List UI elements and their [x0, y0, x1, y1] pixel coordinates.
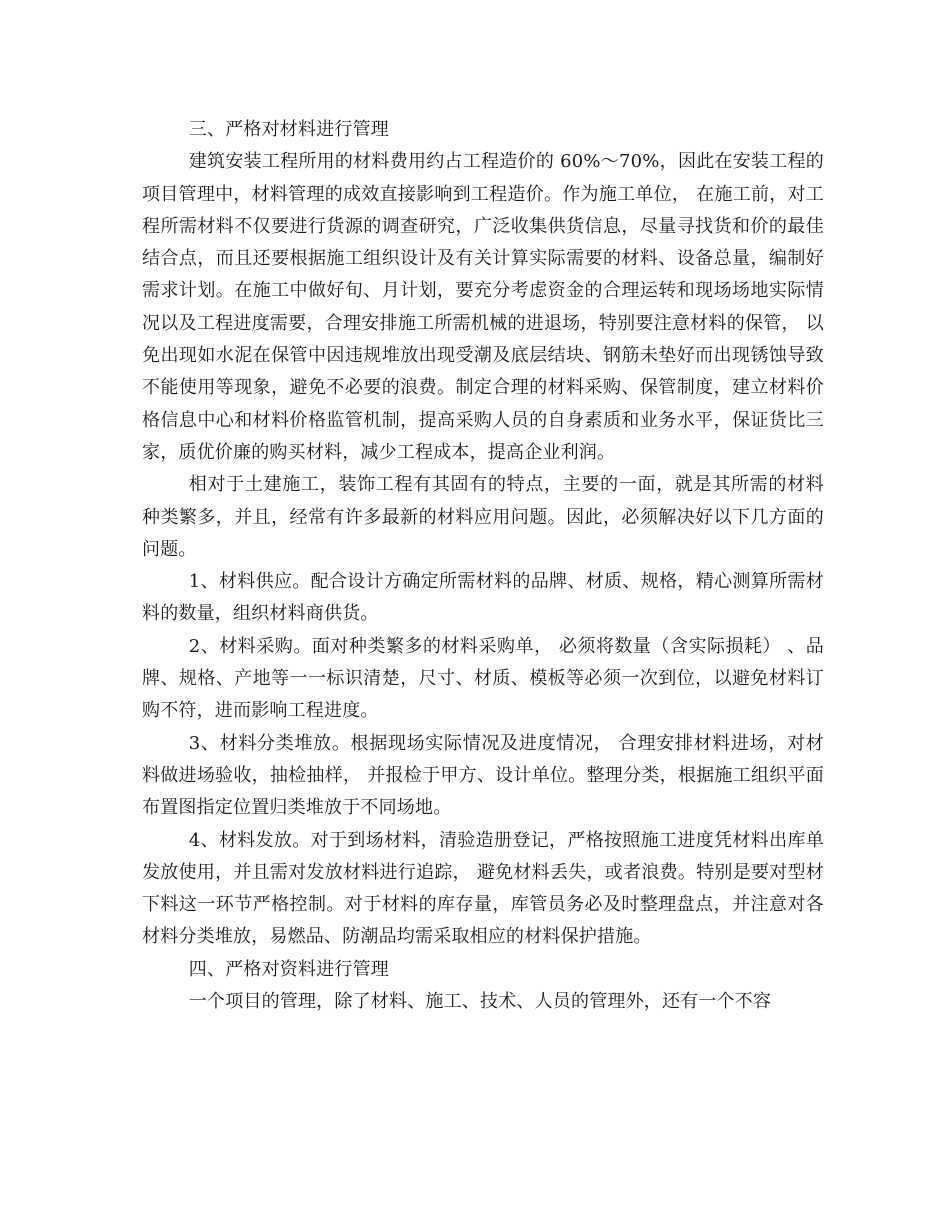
list-item-material-purchase: 2、材料采购。面对种类繁多的材料采购单， 必须将数量（含实际损耗） 、品牌、规格、产地等一一标识清楚，尺寸、材质、模板等必须一次到位，以避免材料订购不符，进而影响工程进度。 — [142, 635, 824, 722]
paragraph-project-management: 一个项目的管理，除了材料、施工、技术、人员的管理外，还有一个不容 — [188, 991, 772, 1013]
paragraph-decoration-features: 相对于土建施工，装饰工程有其固有的特点，主要的一面，就是其所需的材料种类繁多，并且，经常有许多最新的材料应用问题。因此，必须解决好以下几方面的问题。 — [142, 474, 824, 560]
section-heading-materials: 三、严格对材料进行管理 — [188, 119, 389, 140]
paragraph-material-costs: 建筑安装工程所用的材料费用约占工程造价的 60%～70%，因此在安装工程的项目管理中，材料管理的成效直接影响到工程造价。作为施工单位， 在施工前，对工程所需材料不仅要进行货源的调查研究，广泛收集供货信息，尽量寻找货和价的最佳结合点，而且还要根据施工组织设计及有关计算实际需要的材料、设备总量，编制好需求计划。在施工中做好旬、月计划，要充分考虑资金的合理运转和现场场地实际情况以及工程进度需要，合理安排施工所需机械的进退场，特别要注意材料的保管， 以免出现如水泥在保管中因违规堆放出现受潮及底层结块、钢筋未垫好而出现锈蚀导致不能使用等现象，避免不必要的浪费。制定合理的材料采购、保管制度，建立材料价格信息中心和材料价格监管机制，提高采购人员的自身素质和业务水平，保证货比三家，质优价廉的购买材料，减少工程成本，提高企业利润。 — [142, 151, 824, 463]
section-heading-documents: 四、严格对资料进行管理 — [188, 958, 389, 980]
list-item-material-storage: 3、材料分类堆放。根据现场实际情况及进度情况， 合理安排材料进场，对材料做进场验收，抽检抽样， 并报检于甲方、设计单位。整理分类，根据施工组织平面布置图指定位置归类堆放于不同场地。 — [142, 732, 824, 819]
document-body — [142, 114, 824, 1018]
list-item-material-supply: 1、材料供应。配合设计方确定所需材料的品牌、材质、规格，精心测算所需材料的数量，组织材料商供货。 — [142, 571, 824, 625]
list-item-material-distribution: 4、材料发放。对于到场材料，清验造册登记，严格按照施工进度凭材料出库单发放使用，并且需对发放材料进行追踪， 避免材料丢失，或者浪费。特别是要对型材下料这一环节严格控制。对于材料的库存量，库管员务必及时整理盘点，并注意对各材料分类堆放，易燃品、防潮品均需采取相应的材料保护措施。 — [142, 829, 824, 948]
